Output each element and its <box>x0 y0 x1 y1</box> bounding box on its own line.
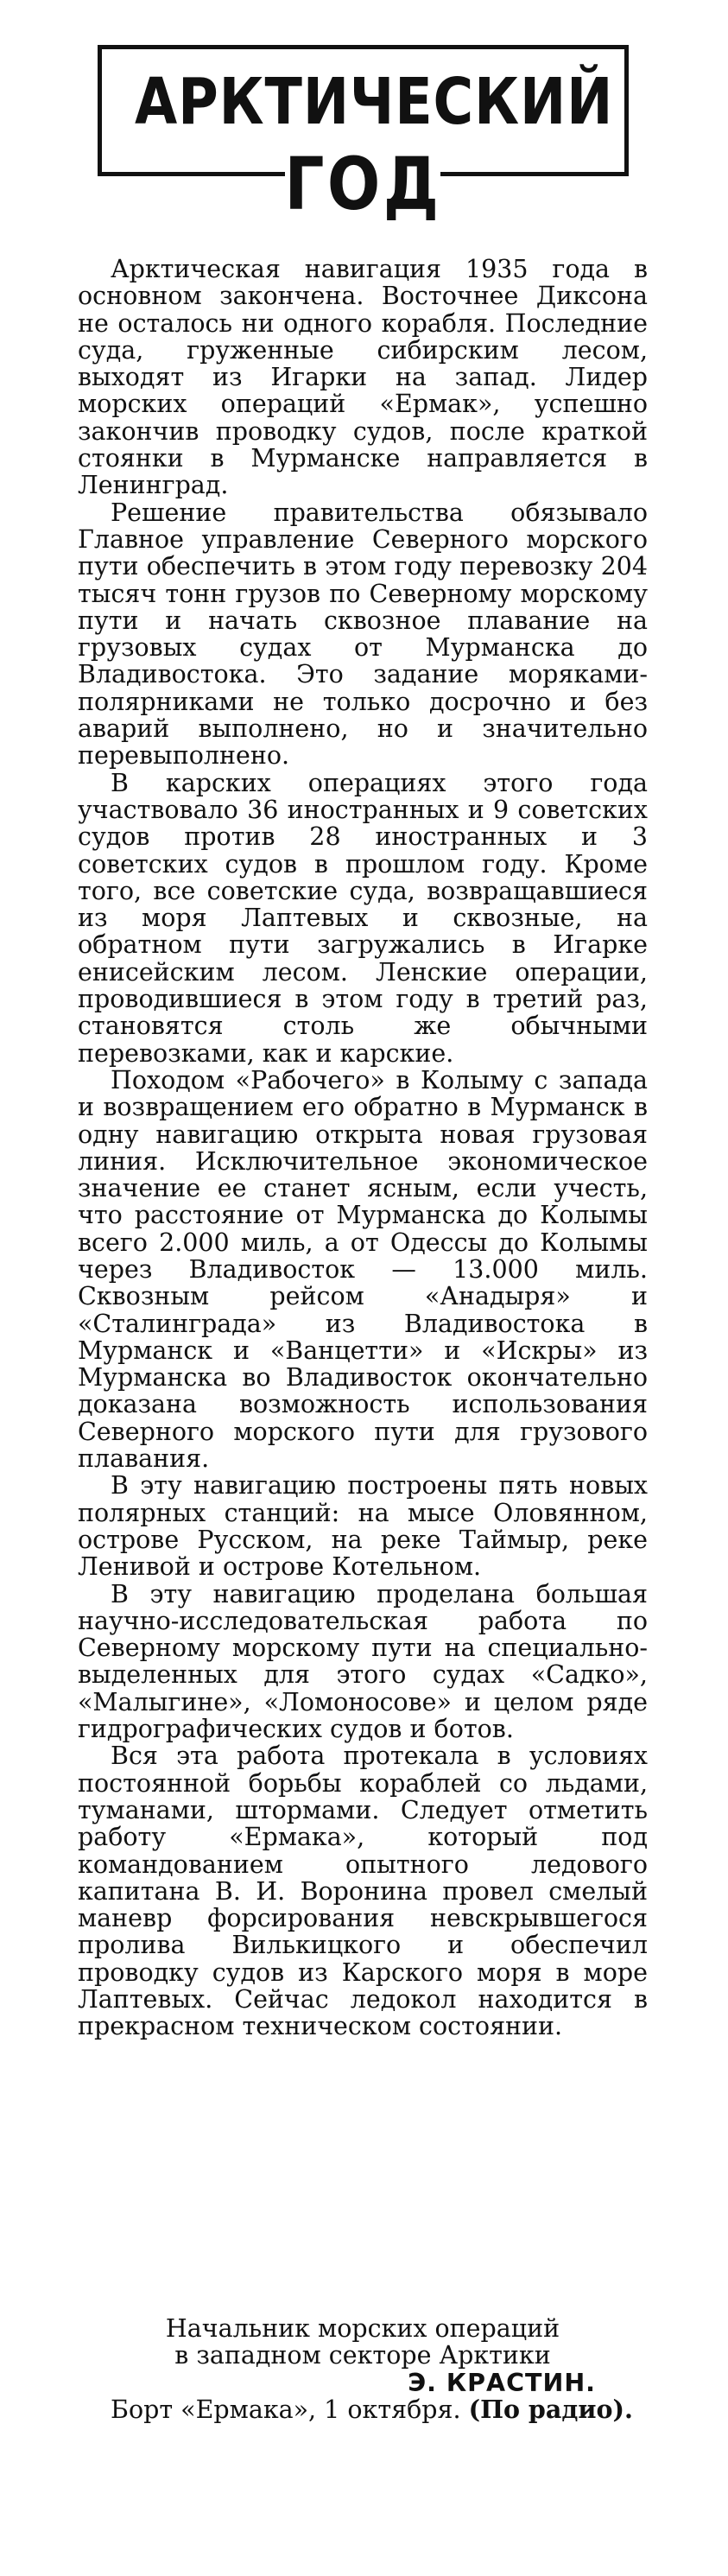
author-name: Э. КРАСТИН. <box>408 2368 596 2397</box>
article-body <box>78 256 648 2040</box>
paragraph-6: В эту навигацию проделана большая научно-исследовательская работа по Северному морскому пути на специально-выделенных для этого судах «Садко», «Малыгине», «Ломоносове» и целом ряде гидрографических судов и ботов. <box>78 1579 648 1744</box>
signature-title-line-2: в западном секторе Арктики <box>174 2341 551 2370</box>
paragraph-2: Решение правительства обязывало Главное управление Северного морского пути обеспечить в этом году перевозку 204 тысяч тонн грузов по Северному морскому пути и начать сквозное плавание на грузовых судах от Мурманска до Владивостока. Это задание моряками-полярниками не только досрочно и без аварий выполнено, но и значительно перевыполнено. <box>78 498 648 771</box>
dateline-note: (По радио). <box>468 2394 633 2424</box>
signature-block <box>78 2315 648 2423</box>
paragraph-3: В карских операциях этого года участвовало 36 иностранных и 9 советских судов против 28 иностранных и 3 советских судов в прошлом году. Кроме того, все советские суда, возвращавшиеся из моря Лаптевых и сквозные, на обратном пути загружались в Игарке енисейским лесом. Ленские операции, проводившиеся в этом году в третий раз, становятся столь же обычными перевозками, как и карские. <box>78 768 648 1068</box>
signature-title-line-1: Начальник морских операций <box>165 2314 560 2343</box>
paragraph-5: В эту навигацию построены пять новых полярных станций: на мысе Оловянном, острове Русском, на реке Таймыр, реке Ленивой и острове Котельном. <box>78 1471 648 1582</box>
paragraph-7: Вся эта работа протекала в условиях постоянной борьбы кораблей со льдами, туманами, штормами. Следует отметить работу «Ермака», который под командованием опытного ледового капитана В. И. Воронина провел смелый маневр форсирования невскрывшегося пролива Вилькицкого и обеспечил проводку судов из Карского моря в море Лаптевых. Сейчас ледокол находится в прекрасном техническом состоянии. <box>78 1742 648 2041</box>
paragraph-4: Походом «Рабочего» в Колыму с запада и возвращением его обратно в Мурманск в одну навигацию открыта новая грузовая линия. Исключительное экономическое значение ее станет ясным, если учесть, что расстояние от Мурманска до Колымы всего 2.000 миль, а от Одессы до Колымы через Владивосток — 13.000 миль. Сквозным рейсом «Анадыря» и «Сталинграда» из Владивостока в Мурманск и «Ванцетти» и «Искры» из Мурманска во Владивосток окончательно доказана возможность использования Северного морского пути для грузового плавания. <box>78 1065 648 1474</box>
dateline-text: Борт «Ермака», 1 октября. <box>111 2395 461 2424</box>
dateline <box>78 2396 648 2423</box>
paragraph-1: Арктическая навигация 1935 года в основном закончена. Восточнее Диксона не осталось ни одного корабля. Последние суда, груженные сибирским лесом, выходят из Игарки на запад. Лидер морских операций «Ермак», успешно закончив проводку судов, после краткой стоянки в Мурманске направляется в Ленинград. <box>78 255 648 500</box>
headline-line-2: ГОД <box>284 142 442 226</box>
headline-line-1: АРКТИЧЕСКИЙ <box>135 65 614 139</box>
